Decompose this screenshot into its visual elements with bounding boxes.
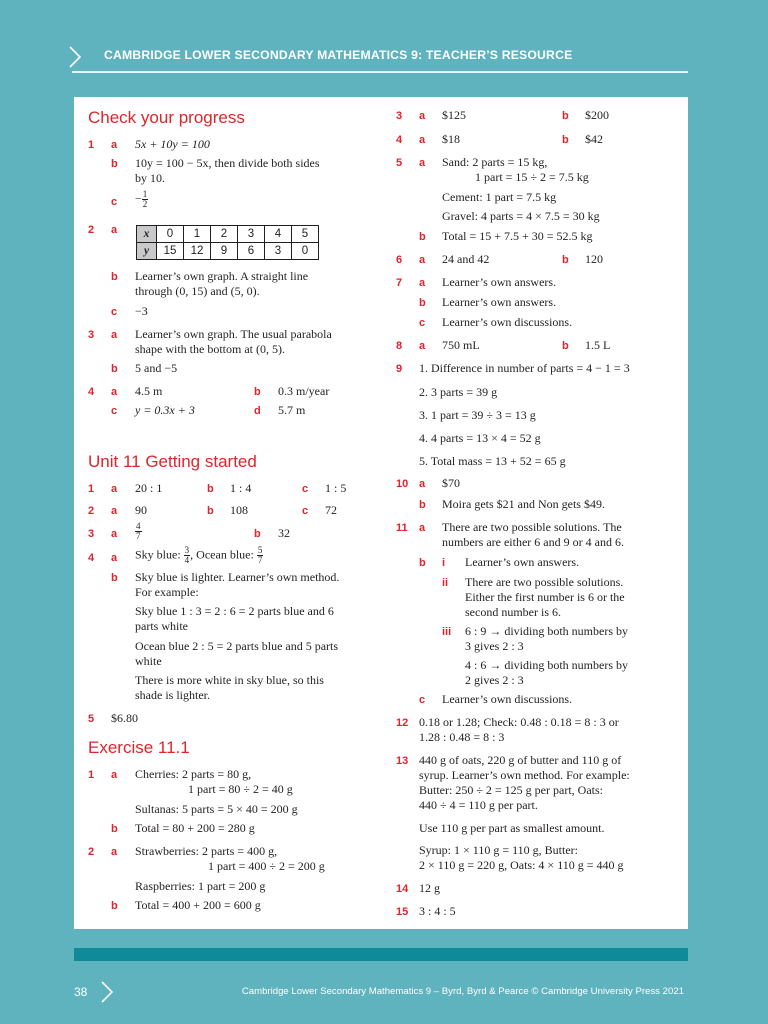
question-number: 12 [396,717,409,729]
answer-text: Learner’s own graph. A straight line [135,269,309,283]
answer-text: 2. 3 parts = 39 g [419,385,498,399]
part-label: i [442,557,446,569]
answer-fraction [135,522,142,541]
answer-panel [74,97,688,929]
answer-text: Strawberries: 2 parts = 400 g, [135,844,278,858]
answer-text: 4 : 6 → dividing both numbers by [465,658,628,672]
question-number: 3 [396,110,403,122]
answer-text: 2 gives 2 : 3 [465,673,524,687]
answer-text: 10y = 100 − 5x, then divide both sides [135,156,320,170]
answer-text: Raspberries: 1 part = 200 g [135,879,266,893]
table-cell: 3 [238,226,265,243]
question-number: 7 [396,277,403,289]
answer-text: 90 [135,503,147,517]
part-label: c [111,405,118,417]
answer-text: 2 × 110 g = 220 g, Oats: 4 × 110 g = 440 g [419,858,624,872]
part-label: a [111,769,118,781]
answer-text: shape with the bottom at (0, 5). [135,342,285,356]
answer-text: Butter: 250 ÷ 2 = 125 g per part, Oats: [419,783,603,797]
answer-text: 5 and −5 [135,361,178,375]
answer-text-segment: , Ocean blue: [190,547,257,562]
part-label: d [254,405,261,417]
table-cell: 15 [157,243,184,260]
answer-text: Learner’s own discussions. [442,692,573,706]
part-label: b [207,505,214,517]
answer-text: Use 110 g per part as smallest amount. [419,821,605,835]
fraction-numerator: 1 [142,189,148,199]
part-label: c [419,694,426,706]
answer-text: Syrup: 1 × 110 g = 110 g, Butter: [419,843,578,857]
part-label: b [111,900,118,912]
answer-text: Moira gets $21 and Non gets $49. [442,497,605,511]
part-label: b [419,557,426,569]
question-number: 3 [88,329,95,341]
fraction-denominator: 7 [136,531,141,541]
page-number: 38 [74,985,88,999]
answer-text: Learner’s own graph. The usual parabola [135,327,332,341]
answer-text: Gravel: 4 parts = 4 × 7.5 = 30 kg [442,209,600,223]
part-label: ii [442,577,449,589]
answer-text: 5.7 m [278,403,306,417]
header-rule [72,71,688,73]
part-label: a [419,110,426,122]
part-label: c [302,483,309,495]
part-label: a [419,134,426,146]
question-number: 13 [396,755,409,767]
answer-text: Learner’s own discussions. [442,315,573,329]
table-cell: 2 [211,226,238,243]
answer-text: second number is 6. [465,605,561,619]
answer-text: 120 [585,252,603,266]
question-number: 2 [88,224,95,236]
answer-text: Either the first number is 6 or the [465,590,625,604]
answer-text: $42 [585,132,603,146]
question-number: 6 [396,254,403,266]
answer-fraction [135,190,148,209]
fraction-denominator: 7 [257,555,263,565]
part-label: a [111,386,118,398]
answer-text: 4.5 m [135,384,163,398]
answer-text: y = 0.3x + 3 [135,403,195,417]
answer-text: syrup. Learner’s own method. For example: [419,768,630,782]
fraction-denominator: 4 [184,555,190,565]
answer-text: Sultanas: 5 parts = 5 × 40 = 200 g [135,802,298,816]
part-label: b [419,297,426,309]
part-label: iii [442,626,452,638]
question-number: 9 [396,363,403,375]
table-row [137,243,319,260]
answer-text: 4. 4 parts = 13 × 4 = 52 g [419,431,541,445]
part-label: c [419,317,426,329]
answer-text: parts white [135,619,188,633]
answer-text: 440 ÷ 4 = 110 g per part. [419,798,538,812]
part-label: b [562,134,569,146]
question-number: 4 [396,134,403,146]
answer-text: 440 g of oats, 220 g of butter and 110 g of [419,753,622,767]
answer-text: Cherries: 2 parts = 80 g, [135,767,252,781]
question-number: 11 [396,522,408,534]
answer-text: For example: [135,585,199,599]
answer-text: There are two possible solutions. [465,575,624,589]
answer-text: $70 [442,476,460,490]
part-label: a [111,528,118,540]
part-label: c [302,505,309,517]
question-number: 10 [396,478,409,490]
part-label: b [111,363,118,375]
table-cell: 12 [184,243,211,260]
answer-text: Sky blue 1 : 3 = 2 : 6 = 2 parts blue and 6 [135,604,334,618]
answer-text: Learner’s own answers. [442,275,557,289]
table-header-x: x [137,226,157,243]
question-number: 2 [88,505,95,517]
question-number: 1 [88,139,95,151]
fraction-numerator: 5 [257,545,263,555]
part-label: a [419,478,426,490]
page-header [0,38,768,78]
part-label: a [111,139,118,151]
answer-text: Ocean blue 2 : 5 = 2 parts blue and 5 parts [135,639,339,653]
answer-text: 1 part = 80 ÷ 2 = 40 g [188,782,293,796]
answer-text [135,546,263,565]
part-label: c [111,196,118,208]
answer-text: Total = 400 + 200 = 600 g [135,898,261,912]
minus-sign: − [135,191,142,206]
answer-text: 12 g [419,881,440,895]
answer-text: $200 [585,108,609,122]
part-label: b [111,572,118,584]
question-number: 8 [396,340,403,352]
part-label: a [111,505,118,517]
question-number: 3 [88,528,95,540]
chevron-right-icon [100,981,114,1003]
header-title: CAMBRIDGE LOWER SECONDARY MATHEMATICS 9: TEACHER’S RESOURCE [104,48,573,62]
answer-text: 750 mL [442,338,480,352]
chevron-right-icon [68,46,82,68]
answer-text: 5x + 10y = 100 [135,137,210,151]
part-label: a [419,277,426,289]
table-cell: 5 [292,226,319,243]
answer-text: 72 [325,503,337,517]
table-cell: 9 [211,243,238,260]
answer-text: 1 : 4 [230,481,252,495]
answer-text: 1 part = 400 ÷ 2 = 200 g [208,859,325,873]
part-label: b [111,823,118,835]
answer-text: Total = 80 + 200 = 280 g [135,821,255,835]
answer-text: through (0, 15) and (5, 0). [135,284,260,298]
question-number: 4 [88,386,95,398]
part-label: a [111,483,118,495]
part-label: b [111,271,118,283]
answer-text: Sky blue is lighter. Learner’s own method. [135,570,340,584]
fraction-numerator: 4 [136,521,141,531]
question-number: 15 [396,906,409,918]
question-number: 4 [88,552,95,564]
part-label: c [111,306,118,318]
fraction-numerator: 3 [184,545,190,555]
answer-text: 108 [230,503,248,517]
fraction-denominator: 2 [142,199,148,209]
answer-text: white [135,654,162,668]
section-title-unit-11: Unit 11 Getting started [88,452,257,471]
answer-text: 0.18 or 1.28; Check: 0.48 : 0.18 = 8 : 3 or [419,715,619,729]
section-title-check-progress: Check your progress [88,108,245,127]
answer-text: $6.80 [111,711,138,725]
part-label: a [419,157,426,169]
xy-table [136,225,319,260]
answer-text: Learner’s own answers. [465,555,580,569]
part-label: b [111,158,118,170]
answer-text: 3 gives 2 : 3 [465,639,524,653]
footer-credit: Cambridge Lower Secondary Mathematics 9 – Byrd, Byrd & Pearce © Cambridge University Press 2021 [241,986,684,997]
part-label: a [111,224,118,236]
question-number: 2 [88,846,95,858]
part-label: a [111,552,118,564]
part-label: b [562,340,569,352]
answer-text: 1. Difference in number of parts = 4 − 1 = 3 [419,361,630,375]
question-number: 5 [396,157,403,169]
answer-text: $125 [442,108,466,122]
answer-text: 32 [278,526,290,540]
section-title-exercise-11-1: Exercise 11.1 [88,738,190,757]
answer-text: 3. 1 part = 39 ÷ 3 = 13 g [419,408,536,422]
bottom-bar [74,948,688,961]
answer-text: Cement: 1 part = 7.5 kg [442,190,557,204]
answer-text: There are two possible solutions. The [442,520,622,534]
part-label: b [562,110,569,122]
answer-text: There is more white in sky blue, so this [135,673,324,687]
part-label: a [111,846,118,858]
answer-text: $18 [442,132,460,146]
answer-text: 1.28 : 0.48 = 8 : 3 [419,730,505,744]
answer-text: 20 : 1 [135,481,163,495]
table-cell: 4 [265,226,292,243]
part-label: b [254,386,261,398]
answer-text: 6 : 9 → dividing both numbers by [465,624,628,638]
question-number: 1 [88,769,95,781]
answer-text: 24 and 42 [442,252,490,266]
answer-text: shade is lighter. [135,688,210,702]
answer-text: numbers are either 6 and 9 or 4 and 6. [442,535,624,549]
answer-text: Learner’s own answers. [442,295,557,309]
table-cell: 3 [265,243,292,260]
answer-text: 3 : 4 : 5 [419,904,456,918]
answer-text: 1 part = 15 ÷ 2 = 7.5 kg [475,170,589,184]
answer-text: 1.5 L [585,338,611,352]
part-label: b [419,231,426,243]
table-cell: 6 [238,243,265,260]
answer-text: 0.3 m/year [278,384,330,398]
part-label: a [419,522,426,534]
answer-text: by 10. [135,171,165,185]
answer-text: −3 [135,304,148,318]
question-number: 14 [396,883,409,895]
part-label: a [111,329,118,341]
part-label: a [419,254,426,266]
question-number: 1 [88,483,95,495]
table-cell: 1 [184,226,211,243]
part-label: b [254,528,261,540]
answer-text: Total = 15 + 7.5 + 30 = 52.5 kg [442,229,593,243]
table-header-y: y [137,243,157,260]
question-number: 5 [88,713,95,725]
part-label: b [419,499,426,511]
table-row [137,226,319,243]
table-cell: 0 [157,226,184,243]
answer-text: Sand: 2 parts = 15 kg, [442,155,548,169]
part-label: b [562,254,569,266]
answer-text: 1 : 5 [325,481,347,495]
part-label: b [207,483,214,495]
answer-text-segment: Sky blue: [135,547,184,562]
part-label: a [419,340,426,352]
answer-text: 5. Total mass = 13 + 52 = 65 g [419,454,566,468]
table-cell: 0 [292,243,319,260]
